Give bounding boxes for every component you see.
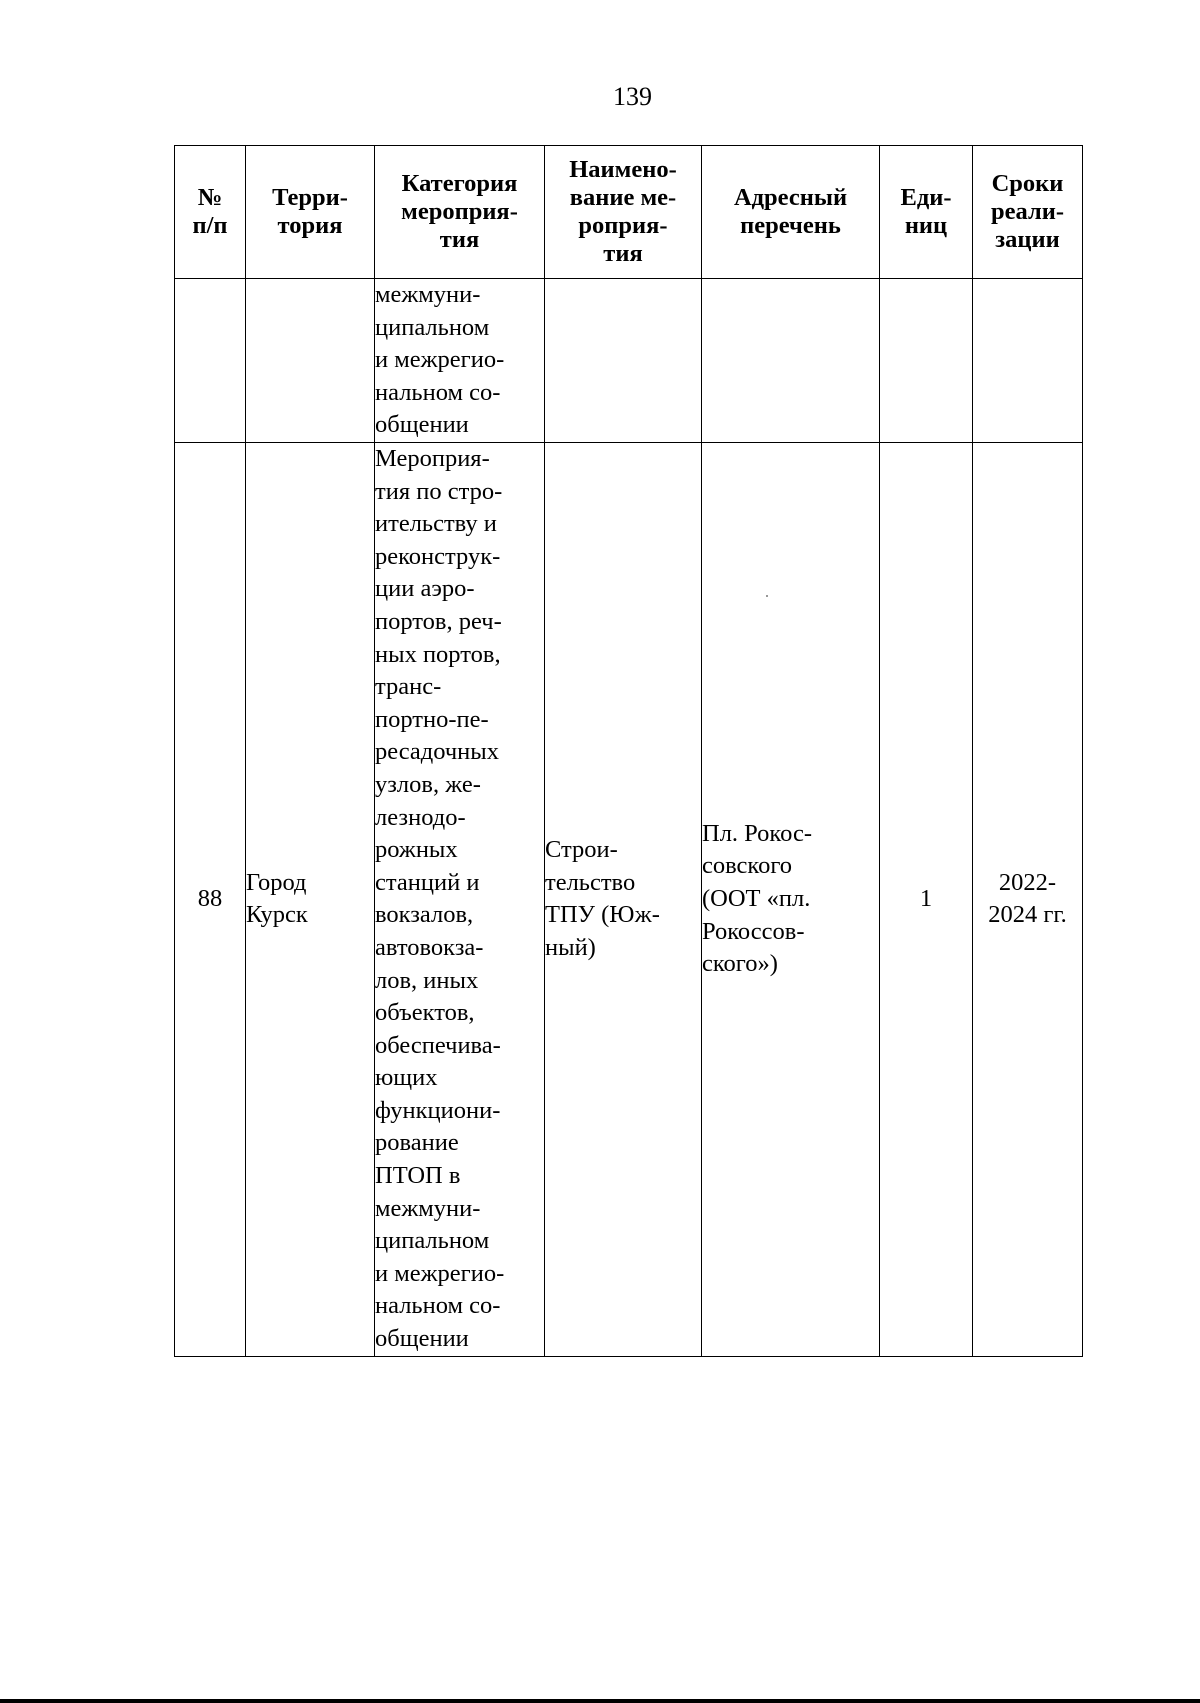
cell-address	[702, 279, 880, 443]
table-row	[175, 279, 1083, 443]
table-row	[175, 443, 1083, 1357]
events-table	[174, 145, 1083, 1357]
cell-address: Пл. Рокос- совского (ООТ «пл. Рокоссов- ского»)	[702, 443, 880, 1357]
header-territory: Терри- тория	[246, 146, 375, 279]
header-units: Еди- ниц	[880, 146, 973, 279]
scan-speck	[766, 595, 768, 597]
cell-name: Строи- тельство ТПУ (Юж- ный)	[545, 443, 702, 1357]
cell-name	[545, 279, 702, 443]
cell-territory	[246, 279, 375, 443]
header-category: Категория мероприя- тия	[375, 146, 545, 279]
header-num: № п/п	[175, 146, 246, 279]
cell-terms	[973, 279, 1083, 443]
cell-num	[175, 279, 246, 443]
header-terms: Сроки реали- зации	[973, 146, 1083, 279]
cell-units: 1	[880, 443, 973, 1357]
bottom-scan-edge	[0, 1699, 1200, 1703]
page-number: 139	[613, 82, 652, 111]
cell-category: Мероприя- тия по стро- ительству и реконструк- ции аэро- портов, реч- ных портов, транс- портно-пе- ресадочных узлов, же- лезнодо- рожных станций и вокзалов, автовокза- лов, иных объектов, обеспечива- ющих функциони- рование ПТОП в межмуни- ципальном и межрегио- нальном со- общении	[375, 443, 545, 1357]
cell-num: 88	[175, 443, 246, 1357]
cell-category: межмуни- ципальном и межрегио- нальном со- общении	[375, 279, 545, 443]
table-header-row	[175, 146, 1083, 279]
cell-units	[880, 279, 973, 443]
cell-territory: Город Курск	[246, 443, 375, 1357]
cell-terms: 2022- 2024 гг.	[973, 443, 1083, 1357]
header-address: Адресный перечень	[702, 146, 880, 279]
header-name: Наимено- вание ме- роприя- тия	[545, 146, 702, 279]
